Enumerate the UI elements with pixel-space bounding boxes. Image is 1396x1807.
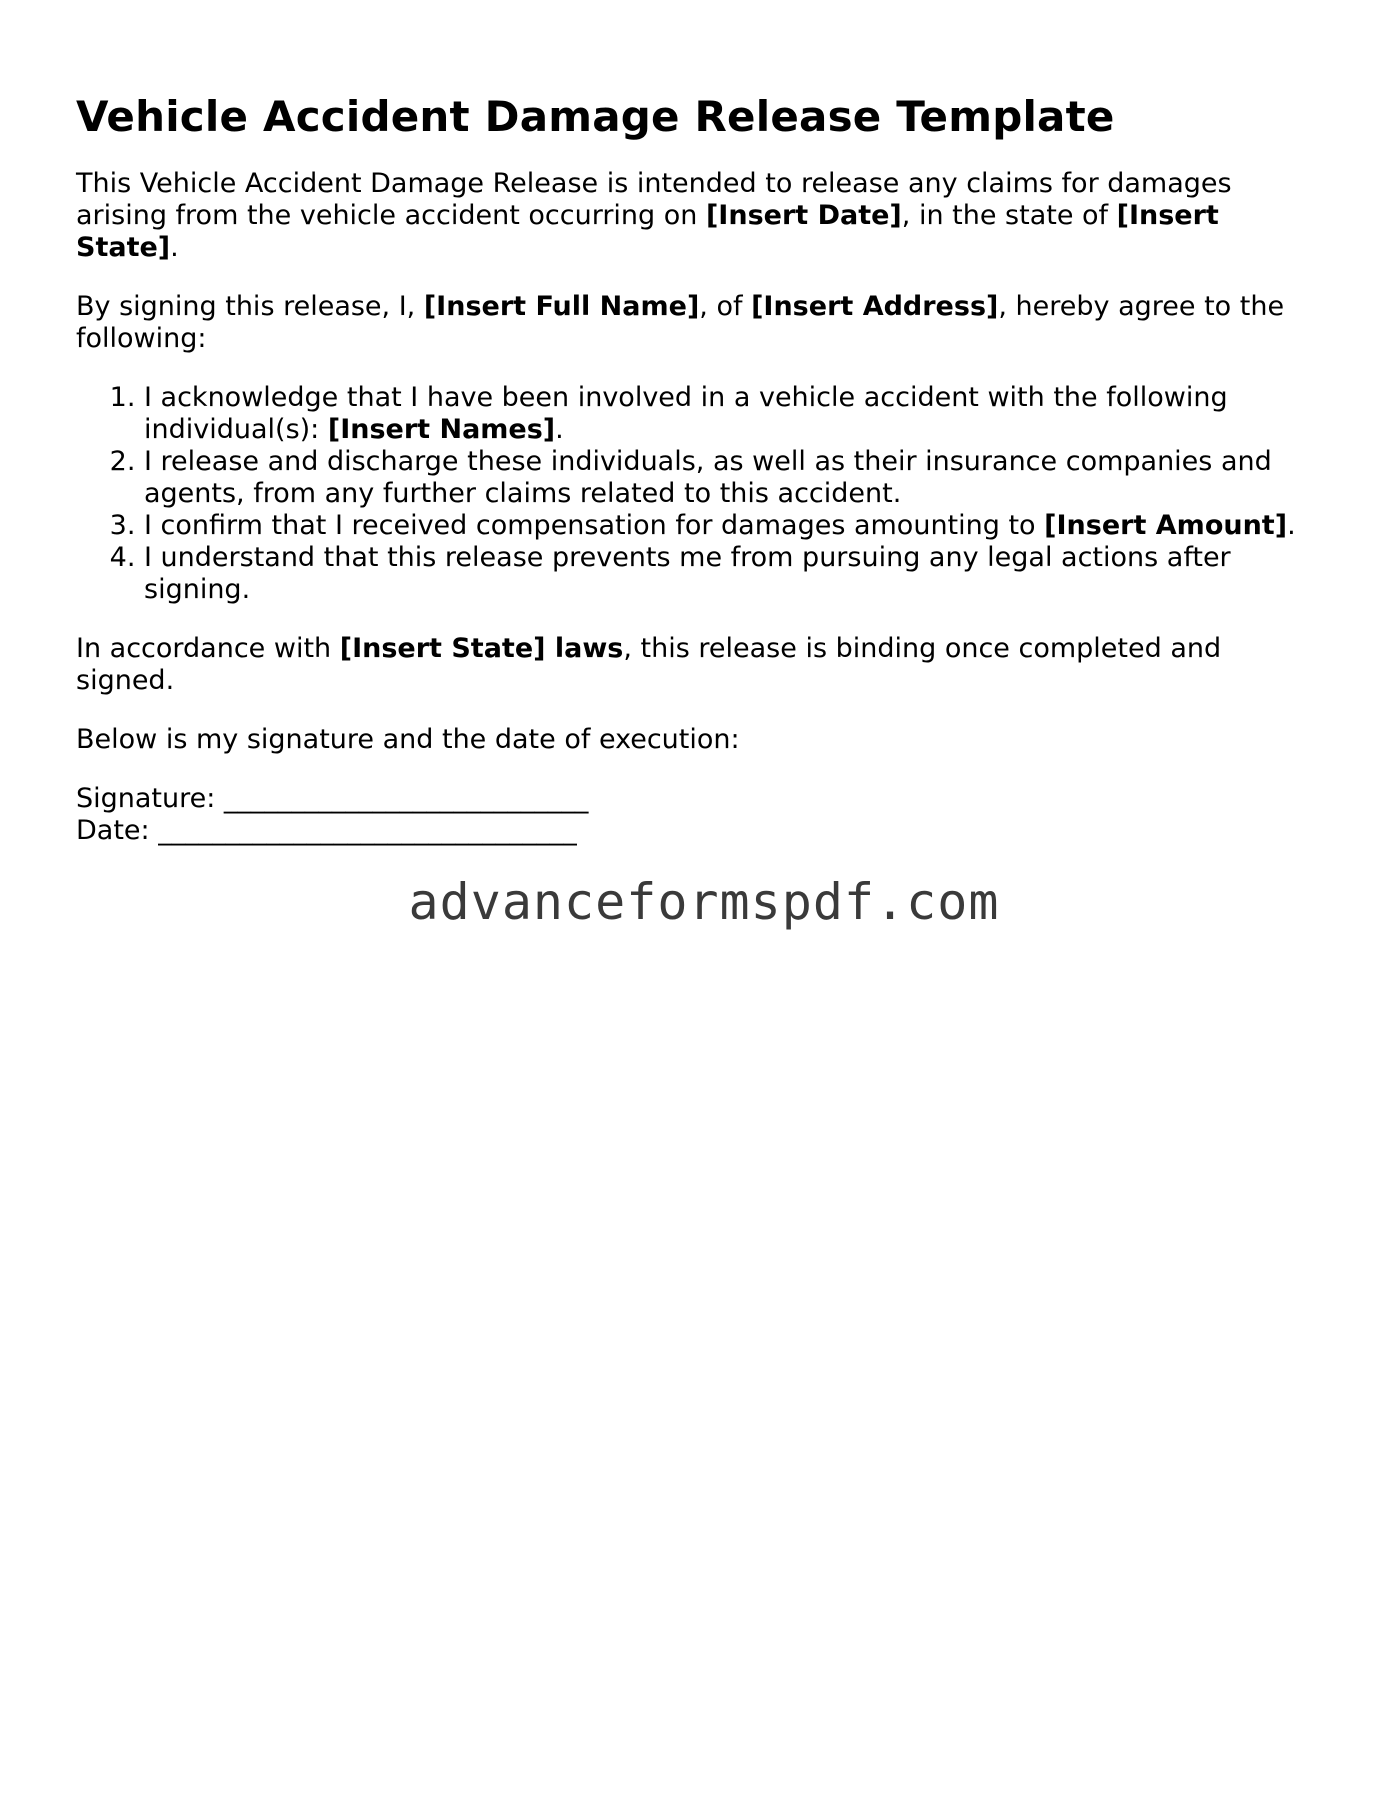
list-item: 4. I understand that this release prevents me from pursuing any legal actions after signing. (144, 542, 1326, 606)
intro-paragraph: This Vehicle Accident Damage Release is intended to release any claims for damages arising from the vehicle accident occurring on [Insert Date], in the state of [Insert State]. (76, 168, 1232, 263)
placeholder-names: [Insert Names] (327, 414, 556, 445)
accordance-paragraph: In accordance with [Insert State] laws, this release is binding once completed and signed. (76, 633, 1222, 696)
signature-line: Signature: ___________________________ (76, 783, 589, 814)
placeholder-state: [Insert State] (76, 200, 1219, 263)
signature-block (76, 783, 1326, 847)
placeholder-date: [Insert Date] (705, 200, 902, 231)
placeholder-state-laws: [Insert State] laws (339, 633, 624, 664)
signing-paragraph: By signing this release, I, [Insert Full Name], of [Insert Address], hereby agree to the following: (76, 291, 1285, 354)
agreement-list (76, 382, 1326, 606)
document-title: Vehicle Accident Damage Release Template (76, 92, 1115, 141)
list-item: 3. I confirm that I received compensation for damages amounting to [Insert Amount]. (144, 510, 1326, 542)
date-line: Date: _______________________________ (76, 815, 577, 846)
placeholder-amount: [Insert Amount] (1044, 510, 1288, 541)
placeholder-full-name: [Insert Full Name] (423, 291, 700, 322)
list-item: 2. I release and discharge these individuals, as well as their insurance companies and agents, from any further claims related to this accident. (144, 446, 1326, 510)
list-item: 1. I acknowledge that I have been involved in a vehicle accident with the following individual(s): [Insert Names]. (144, 382, 1326, 446)
document-page (76, 92, 1326, 847)
below-paragraph: Below is my signature and the date of execution: (76, 724, 740, 755)
placeholder-address: [Insert Address] (751, 291, 999, 322)
watermark: advanceformspdf.com (408, 873, 1000, 931)
